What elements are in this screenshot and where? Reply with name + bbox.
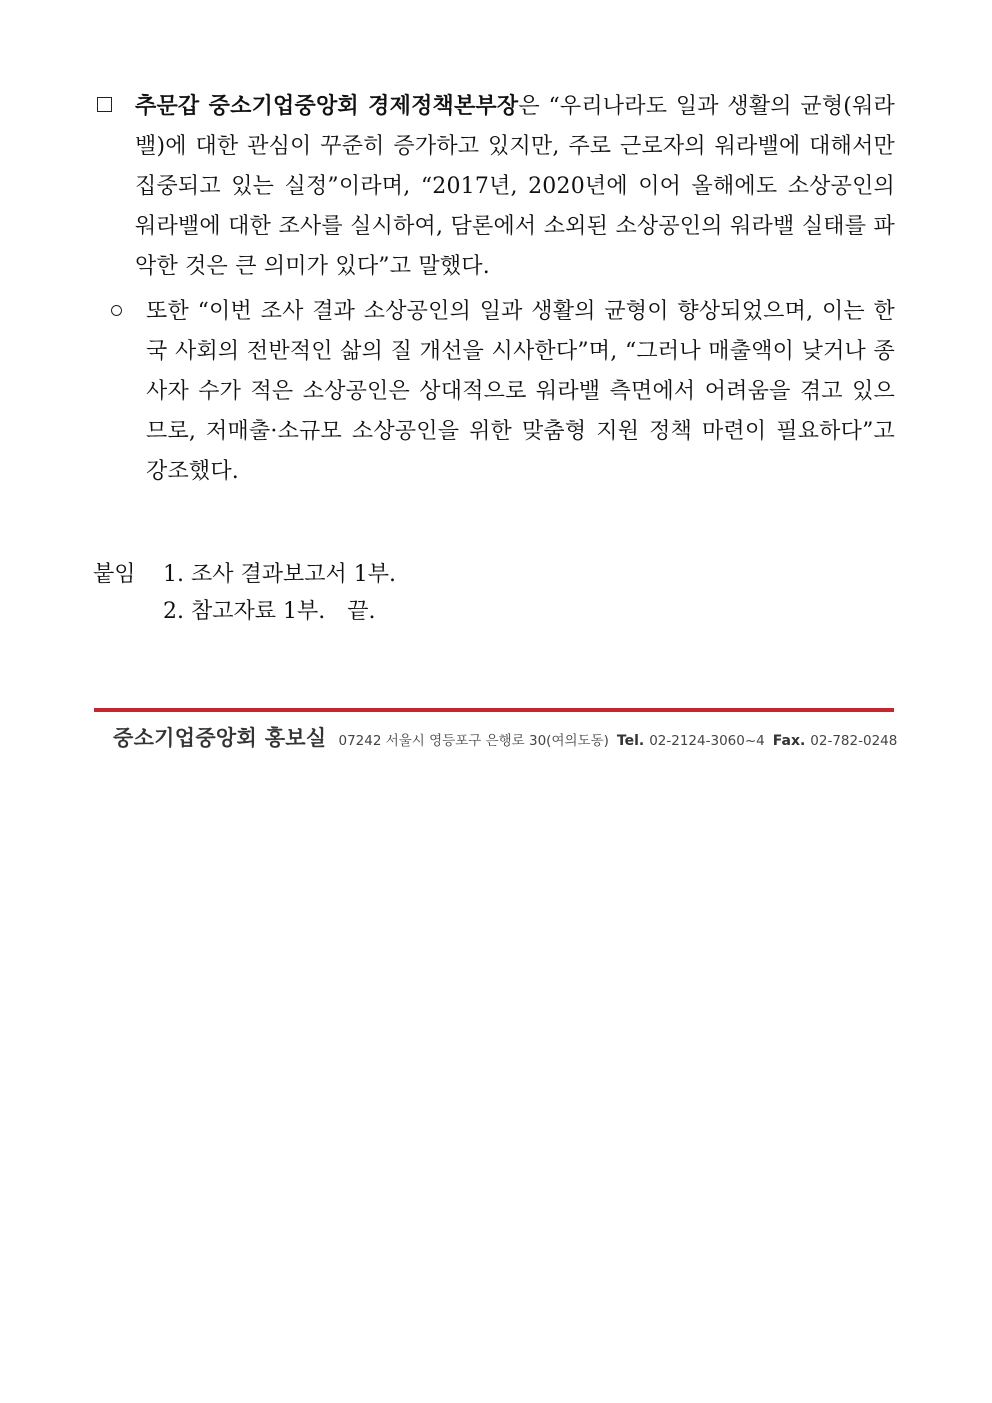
paragraph-2-text: 또한 “이번 조사 결과 소상공인의 일과 생활의 균형이 향상되었으며, 이는 한국 사회의 전반적인 삶의 질 개선을 시사한다”며, “그러나 매출액이 낮거나 종사자 수가 적은 소상공인은 상대적으로 워라밸 측면에서 어려움을 겪고 있으므로, 저매출·소규모 소상공인을 위한 맞춤형 지원 정책 마련이 필요하다”고 강조했다. [146, 299, 895, 484]
footer-fax: 02-782-0248 [810, 733, 898, 749]
paragraph-1-bold-lead: 추문갑 중소기업중앙회 경제정책본부장 [135, 93, 519, 119]
attachment-item-2 [163, 592, 375, 632]
paragraph-1 [135, 86, 895, 287]
attachment-item-1 [163, 555, 396, 595]
square-bullet-icon [97, 97, 112, 112]
footer-tel: 02-2124-3060~4 [649, 733, 765, 749]
footer-divider [94, 708, 894, 712]
paragraph-1-text: 은 “우리나라도 일과 생활의 균형(워라밸)에 대한 관심이 꾸준히 증가하고 있지만, 주로 근로자의 워라밸에 대해서만 집중되고 있는 실정”이라며, “2017년, 2020년에 이어 올해에도 소상공인의 워라밸에 대한 조사를 실시하여, 담론에서 소외된 소상공인의 워라밸 실태를 파악한 것은 큰 의미가 있다”고 말했다. [135, 94, 895, 279]
footer-tel-label: Tel. [616, 733, 645, 749]
footer-address: 07242 서울시 영등포구 은행로 30(여의도동) [338, 733, 609, 749]
end-mark: 끝. [347, 599, 376, 624]
circle-bullet-icon [111, 305, 122, 316]
attachment-item-2-text: 2. 참고자료 1부. [163, 599, 326, 624]
attachments-label: 붙임 [93, 562, 136, 587]
paragraph-2 [146, 292, 895, 492]
footer-fax-label: Fax. [772, 733, 806, 749]
footer-organization: 중소기업중앙회 홍보실 [113, 726, 327, 750]
attachment-item-1-text: 1. 조사 결과보고서 1부. [163, 562, 396, 587]
footer [113, 722, 903, 758]
